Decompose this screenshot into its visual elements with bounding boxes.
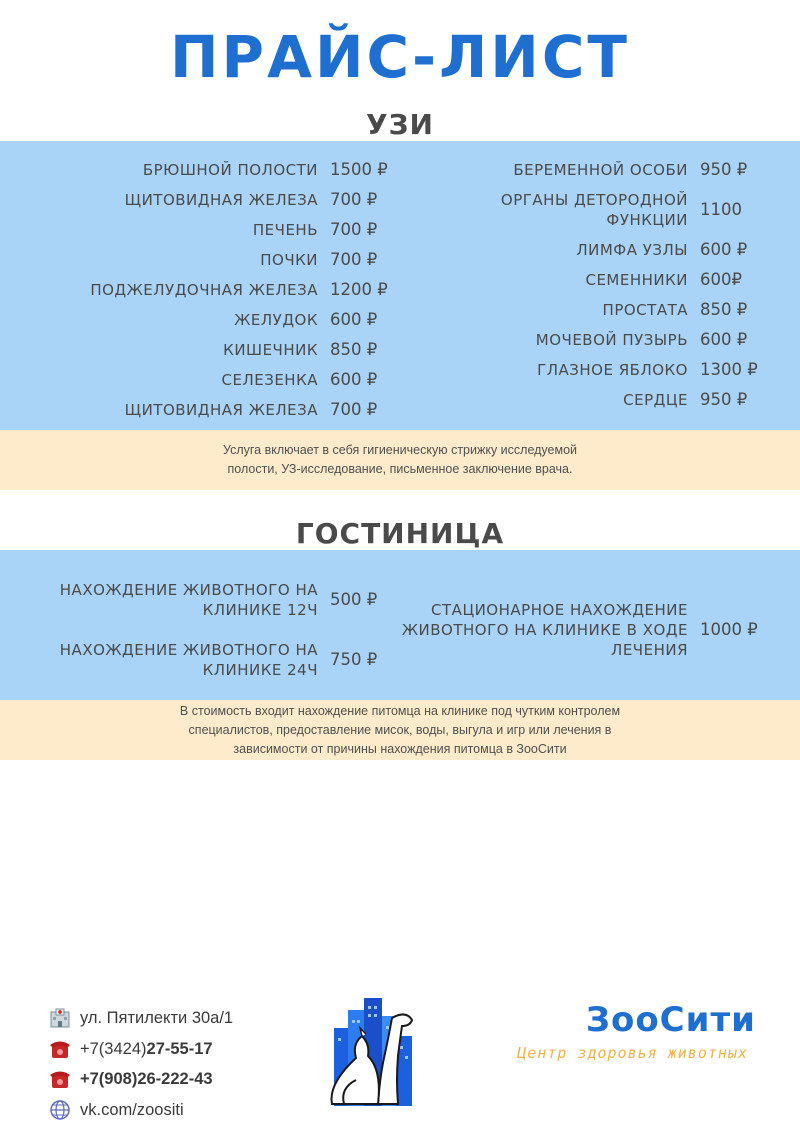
zoositi-logo [326, 996, 418, 1108]
price-row [0, 580, 377, 620]
service-name: ЛИМФА УЗЛЫ [576, 241, 688, 259]
service-name: ЩИТОВИДНАЯ ЖЕЛЕЗА [124, 401, 318, 419]
vk-item[interactable] [48, 1098, 184, 1122]
service-name: ГЛАЗНОЕ ЯБЛОКО [537, 361, 688, 379]
hotel-heading: ГОСТИНИЦА [295, 517, 505, 550]
service-name: ЩИТОВИДНАЯ ЖЕЛЕЗА [124, 191, 318, 209]
price-row [500, 360, 758, 380]
phone-item[interactable] [48, 1037, 213, 1061]
mobile-phone-item[interactable] [48, 1067, 213, 1091]
service-price: 850 ₽ [330, 340, 378, 359]
uzi-right-column [500, 160, 758, 420]
price-row [500, 160, 758, 180]
price-row [0, 250, 388, 270]
service-price: 600₽ [700, 270, 742, 289]
service-price: 700 ₽ [330, 400, 378, 419]
price-row [0, 220, 388, 240]
service-price: 700 ₽ [330, 250, 378, 269]
price-row [500, 240, 758, 260]
service-price: 600 ₽ [330, 310, 378, 329]
service-price: 1200 ₽ [330, 280, 388, 299]
price-row [500, 190, 758, 230]
telephone-icon [48, 1068, 72, 1090]
service-name: СТАЦИОНАРНОЕ НАХОЖДЕНИЕ ЖИВОТНОГО НА КЛИНИКЕ В ХОДЕ ЛЕЧЕНИЯ [401, 601, 688, 659]
uzi-left-column [0, 160, 388, 430]
service-price: 950 ₽ [700, 390, 748, 409]
price-row [0, 640, 377, 680]
service-name: НАХОЖДЕНИЕ ЖИВОТНОГО НА КЛИНИКЕ 24Ч [59, 641, 318, 679]
hotel-note [0, 700, 800, 760]
service-price: 1000 ₽ [700, 620, 758, 639]
price-row [500, 270, 758, 290]
service-price: 600 ₽ [700, 330, 748, 349]
service-price: 1100 [700, 200, 742, 219]
service-name: СЕМЕННИКИ [585, 271, 688, 289]
service-name: ПОДЖЕЛУДОЧНАЯ ЖЕЛЕЗА [90, 281, 318, 299]
service-price: 950 ₽ [700, 160, 748, 179]
service-name: ПРОСТАТА [602, 301, 688, 319]
price-row [0, 340, 388, 360]
price-row [500, 390, 758, 410]
uzi-price-band [0, 141, 800, 430]
address-item [48, 1006, 233, 1030]
service-price: 600 ₽ [330, 370, 378, 389]
service-price: 700 ₽ [330, 220, 378, 239]
service-price: 700 ₽ [330, 190, 378, 209]
price-row [0, 190, 388, 210]
service-price: 600 ₽ [700, 240, 748, 259]
service-price: 1300 ₽ [700, 360, 758, 379]
telephone-icon [48, 1038, 72, 1060]
mobile-phone-number: +7(908)26-222-43 [80, 1069, 213, 1088]
price-row [0, 310, 388, 330]
hotel-note-line: зависимости от причины нахождения питомца в ЗооСити [233, 742, 567, 756]
service-name: БЕРЕМЕННОЙ ОСОБИ [513, 161, 688, 179]
hotel-note-line: специалистов, предоставление мисок, воды, выгула и игр или лечения в [188, 723, 612, 737]
page-title: ПРАЙС-ЛИСТ [170, 23, 630, 91]
service-price: 1500 ₽ [330, 160, 388, 179]
service-price: 750 ₽ [330, 650, 378, 669]
service-name: КИШЕЧНИК [223, 341, 318, 359]
service-price: 850 ₽ [700, 300, 748, 319]
service-name: ПЕЧЕНЬ [252, 221, 318, 239]
hotel-note-line: В стоимость входит нахождение питомца на клинике под чутким контролем [179, 704, 621, 718]
hotel-left-column [0, 580, 377, 690]
price-row [0, 400, 388, 420]
service-name: ОРГАНЫ ДЕТОРОДНОЙ ФУНКЦИИ [500, 191, 688, 229]
price-row [400, 600, 758, 660]
service-price: 500 ₽ [330, 590, 378, 609]
brand-name: ЗооСити [585, 1000, 756, 1040]
price-row [500, 330, 758, 350]
globe-icon [48, 1099, 72, 1121]
address-text: ул. Пятилекти 30а/1 [80, 1008, 234, 1027]
uzi-heading: УЗИ [366, 108, 434, 141]
hospital-building-icon [48, 1007, 72, 1029]
mobile-phone-text [80, 1070, 213, 1089]
price-row [0, 280, 388, 300]
phone-number: 27-55-17 [146, 1039, 213, 1058]
service-name: СЕЛЕЗЕНКА [221, 371, 318, 389]
service-name: МОЧЕВОЙ ПУЗЫРЬ [535, 331, 688, 349]
phone-prefix: +7(3424) [80, 1039, 147, 1058]
price-row [0, 160, 388, 180]
price-row [500, 300, 758, 320]
vk-link[interactable]: vk.com/zoositi [80, 1100, 184, 1119]
hotel-right-column [400, 600, 758, 670]
service-name: СЕРДЦЕ [623, 391, 688, 409]
service-name: ПОЧКИ [260, 251, 318, 269]
service-name: ЖЕЛУДОК [234, 311, 318, 329]
service-name: БРЮШНОЙ ПОЛОСТИ [142, 161, 318, 179]
uzi-note [0, 430, 800, 490]
phone-text [80, 1040, 213, 1059]
hotel-price-band [0, 550, 800, 700]
uzi-note-line: полости, УЗ-исследование, письменное заключение врача. [227, 462, 573, 476]
uzi-note-line: Услуга включает в себя гигиеническую стрижку исследуемой [222, 443, 578, 457]
brand-tagline: Центр здоровья животных [517, 1044, 748, 1062]
service-name: НАХОЖДЕНИЕ ЖИВОТНОГО НА КЛИНИКЕ 12Ч [59, 581, 318, 619]
price-row [0, 370, 388, 390]
